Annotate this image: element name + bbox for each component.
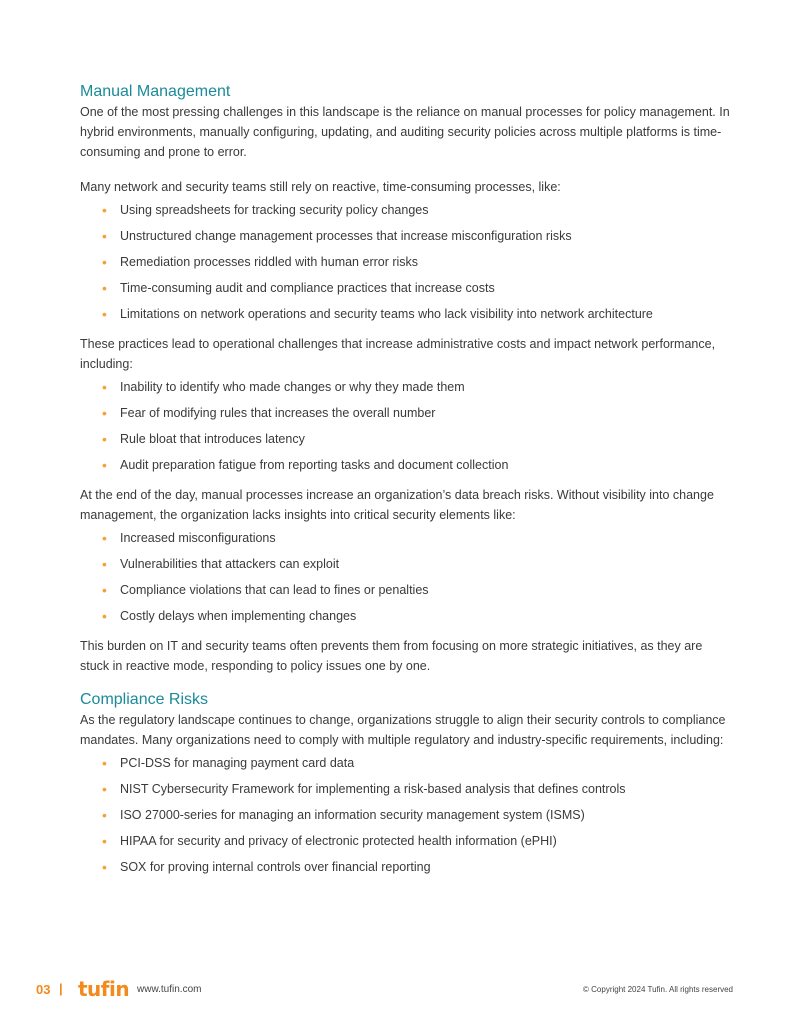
bullet-icon: • bbox=[102, 807, 107, 823]
list-item: • Compliance violations that can lead to fines or penalties bbox=[102, 582, 429, 598]
list-item: • ISO 27000-series for managing an information security management system (ISMS) bbox=[102, 807, 585, 823]
bullet-icon: • bbox=[102, 202, 107, 218]
bullet-icon: • bbox=[102, 457, 107, 473]
bullet-icon: • bbox=[102, 859, 107, 875]
list-item: • Remediation processes riddled with human error risks bbox=[102, 254, 419, 270]
list-item: • Vulnerabilities that attackers can exploit bbox=[102, 556, 340, 572]
bullet-icon: • bbox=[102, 431, 107, 447]
list-item: • Unstructured change management processes that increase misconfiguration risks bbox=[102, 228, 572, 244]
paragraph: One of the most pressing challenges in this landscape is the reliance on manual processes for policy management. In hybrid environments, manually configuring, updating, and auditing security policies across multiple platforms is time-consuming and prone to error. bbox=[80, 105, 730, 159]
document-body bbox=[80, 82, 730, 883]
paragraph: Many network and security teams still rely on reactive, time-consuming processes, like: bbox=[80, 180, 561, 194]
bullet-icon: • bbox=[102, 405, 107, 421]
list-item: • NIST Cybersecurity Framework for implementing a risk-based analysis that defines controls bbox=[102, 781, 626, 797]
list-item: • Audit preparation fatigue from reporting tasks and document collection bbox=[102, 457, 509, 473]
section-heading: Compliance Risks bbox=[80, 691, 209, 708]
paragraph: As the regulatory landscape continues to change, organizations struggle to align their security controls to compliance mandates. Many organizations need to comply with multiple regulatory and industry-specific requirements, including: bbox=[80, 713, 726, 747]
list-item: • Time-consuming audit and compliance practices that increase costs bbox=[102, 280, 495, 296]
list-item: • HIPAA for security and privacy of electronic protected health information (ePHI) bbox=[102, 833, 557, 849]
section-compliance-risks bbox=[80, 690, 730, 877]
list-item: • Fear of modifying rules that increases the overall number bbox=[102, 405, 436, 421]
bullet-list bbox=[80, 753, 730, 877]
list-item: • PCI-DSS for managing payment card data bbox=[102, 755, 355, 771]
bullet-icon: • bbox=[102, 608, 107, 624]
bullet-icon: • bbox=[102, 781, 107, 797]
bullet-icon: • bbox=[102, 228, 107, 244]
bullet-list bbox=[80, 200, 730, 324]
section-manual-management bbox=[80, 82, 730, 676]
list-item: • Costly delays when implementing changes bbox=[102, 608, 357, 624]
list-item: • Inability to identify who made changes or why they made them bbox=[102, 379, 465, 395]
bullet-icon: • bbox=[102, 556, 107, 572]
list-item: • SOX for proving internal controls over financial reporting bbox=[102, 859, 431, 875]
tufin-logo: tufin bbox=[78, 977, 130, 1001]
copyright-notice: © Copyright 2024 Tufin. All rights reserved bbox=[583, 985, 733, 994]
bullet-list bbox=[80, 377, 730, 475]
list-item: • Rule bloat that introduces latency bbox=[102, 431, 305, 447]
bullet-icon: • bbox=[102, 530, 107, 546]
page-number: 03 bbox=[36, 982, 51, 997]
website-link[interactable]: www.tufin.com bbox=[137, 984, 202, 995]
bullet-icon: • bbox=[102, 379, 107, 395]
bullet-icon: • bbox=[102, 306, 107, 322]
bullet-list bbox=[80, 528, 730, 626]
paragraph: At the end of the day, manual processes increase an organization’s data breach risks. Without visibility into change management, the organization lacks insights into critical security elements like: bbox=[80, 488, 714, 522]
bullet-icon: • bbox=[102, 833, 107, 849]
bullet-icon: • bbox=[102, 280, 107, 296]
list-item: • Limitations on network operations and security teams who lack visibility into network architecture bbox=[102, 306, 653, 322]
footer-separator: | bbox=[59, 981, 63, 996]
list-item: • Using spreadsheets for tracking security policy changes bbox=[102, 202, 429, 218]
paragraph: This burden on IT and security teams often prevents them from focusing on more strategic initiatives, as they are stuck in reactive mode, responding to policy issues one by one. bbox=[80, 639, 703, 673]
bullet-icon: • bbox=[102, 254, 107, 270]
section-heading: Manual Management bbox=[80, 83, 231, 100]
paragraph: These practices lead to operational challenges that increase administrative costs and impact network performance, including: bbox=[80, 337, 716, 371]
bullet-icon: • bbox=[102, 755, 107, 771]
page-footer bbox=[0, 977, 800, 1002]
list-item: • Increased misconfigurations bbox=[102, 530, 276, 546]
bullet-icon: • bbox=[102, 582, 107, 598]
